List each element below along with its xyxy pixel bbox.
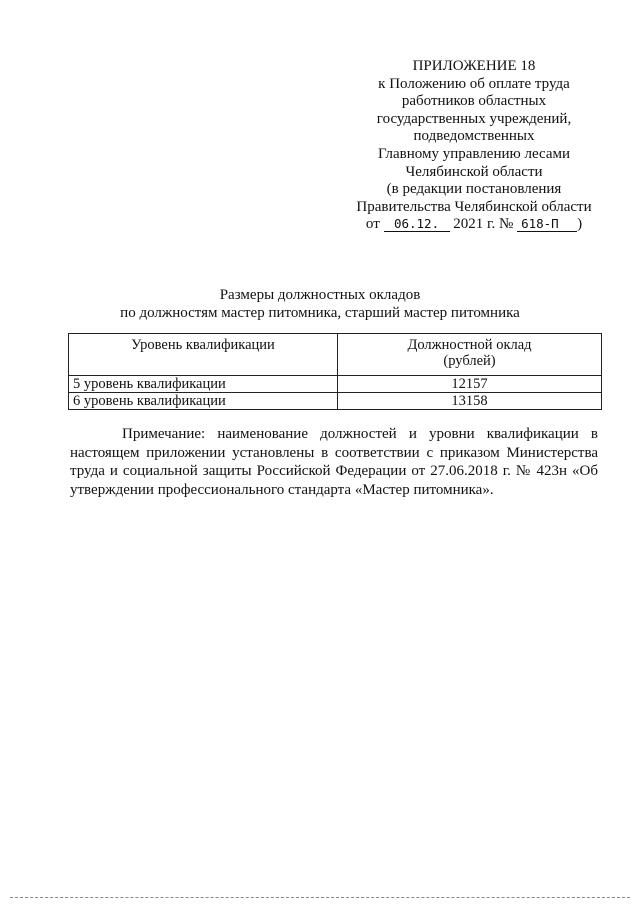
header-salary [338,334,602,376]
header-level: Уровень квалификации [69,334,338,376]
salary-table [68,333,602,410]
table-row [69,376,602,393]
appendix-line: ПРИЛОЖЕНИЕ 18 [412,58,536,74]
row-salary: 12157 [338,376,602,393]
appendix-header [340,58,608,234]
title-line-1: Размеры должностных окладов [219,287,421,303]
closing-paren: ) [577,216,583,233]
note-paragraph: Примечание: наименование должностей и уровни квалификации в настоящем приложении установлены в соответствии с приказом Министерства труда и социальной защиты Российской Федерации от 27.06.2018 г. № 423н «Об утверждении профессионального стандарта «Мастер питомника». [70,426,598,498]
resolution-date: 06.12. [384,217,450,232]
appendix-line: работников областных [401,93,547,110]
appendix-line: Челябинской области [405,163,543,180]
document-title [0,286,640,322]
resolution-number: 618-П [517,217,577,232]
table-row [69,393,602,410]
header-salary-line-2: (рублей) [443,353,496,369]
appendix-line: Правительства Челябинской области [356,198,592,215]
appendix-line: к Положению об оплате труда [378,75,570,92]
table-header-row [69,334,602,376]
appendix-line: (в редакции постановления [386,181,562,198]
appendix-line: подведомственных [413,128,535,145]
row-level: 5 уровень квалификации [69,376,338,393]
page-edge-divider [10,897,630,898]
resolution-date-line [340,216,608,234]
appendix-line: государственных учреждений, [376,110,572,127]
date-prefix: от [365,216,380,233]
row-salary: 13158 [338,393,602,410]
appendix-line: Главному управлению лесами [377,145,570,162]
title-line-2: по должностям мастер питомника, старший мастер питомника [120,305,520,321]
year-text: 2021 г. № [453,216,514,233]
row-level: 6 уровень квалификации [69,393,338,410]
header-salary-line-1: Должностной оклад [407,337,532,353]
